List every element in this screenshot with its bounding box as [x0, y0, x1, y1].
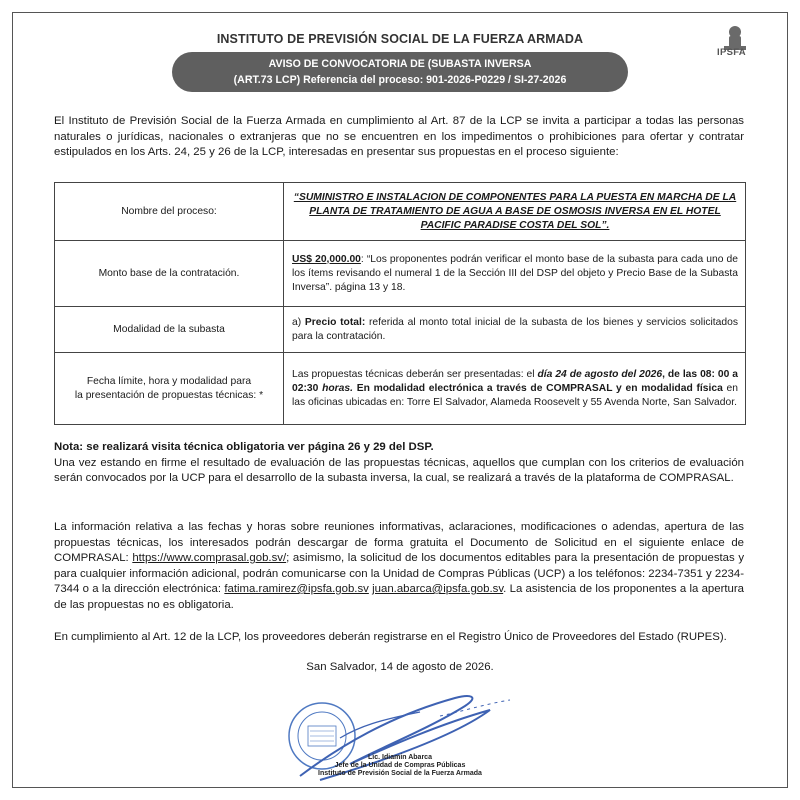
info-text-1: La información relativa a las fechas y horas sobre reuniones informativas, aclaraciones, modificaciones o adendas, apertura de las propuestas técnicas, los interesados podrán descargar de forma gratuita el Documento de Solicitud en el siguiente enlace de COMPRASAL:: [54, 521, 744, 564]
email-link-2[interactable]: juan.abarca@ipsfa.gob.sv: [372, 583, 504, 595]
deadline-address: en las oficinas ubicadas en: Torre El Salvador, Alameda Roosevelt y 55 Avenda Norte, San Salvador.: [292, 382, 738, 408]
deadline-label-line-2: la presentación de propuestas técnicas: *: [74, 389, 264, 401]
process-table: [54, 182, 746, 425]
rupes-paragraph: En cumplimiento al Art. 12 de la LCP, los proveedores deberán registrarse en el Registro Único de Proveedores del Estado (RUPES).: [54, 631, 727, 643]
info-text-2: ; asimismo, la solicitud de los documentos editables para la presentación de propuestas y para cualquier información adicional, podrán comunicarse con la Unidad de Compras Públicas (UCP) a los teléfonos: 2234-7351 y 2234-7344 o a la dirección electrónica:: [54, 552, 745, 595]
table-row: [55, 183, 746, 241]
deadline-modality: En modalidad electrónica a través de COMPRASAL y en modalidad física: [352, 382, 723, 394]
comprasal-link[interactable]: https://www.comprasal.gob.sv/: [132, 552, 287, 564]
info-text-3: . La asistencia de los proponentes a la apertura de las propuestas no es obligatoria.: [54, 583, 745, 611]
email-link-1[interactable]: fatima.ramirez@ipsfa.gob.sv: [224, 583, 369, 595]
logo-text: IPSFA: [717, 47, 746, 58]
signature-block: [300, 754, 500, 779]
deadline-date: día 24 de agosto del 2026: [537, 368, 663, 380]
banner-line-2: (ART.73 LCP) Referencia del proceso: 901-2026-P0229 / SI-27-2026: [233, 74, 567, 86]
base-amount: US$ 20,000.00: [292, 253, 361, 265]
info-paragraph: [54, 520, 744, 613]
deadline-text-1: Las propuestas técnicas deberán ser presentadas: el: [292, 368, 538, 380]
place-date: San Salvador, 14 de agosto de 2026.: [306, 661, 494, 673]
notice-banner: [172, 52, 628, 92]
note-bold: Nota: se realizará visita técnica obligatoria ver página 26 y 29 del DSP.: [54, 441, 434, 453]
base-amount-value: [284, 241, 746, 307]
process-name-label: Nombre del proceso:: [55, 183, 284, 241]
intro-paragraph: El Instituto de Previsión Social de la Fuerza Armada en cumplimiento al Art. 87 de la LCP se invita a participar a todas las personas naturales o jurídicas, nacionales o extranjeras que no se encuentren en los impedimentos o prohibiciones para ofertar y contratar estipulados en los Arts. 24, 25 y 26 de la LCP, interesadas en presentar sus propuestas en el proceso siguiente:: [54, 115, 744, 158]
deadline-hours: , de las 08: 00 a 02:30: [292, 368, 739, 394]
table-row: [55, 307, 746, 353]
process-name-value: “SUMINISTRO E INSTALACION DE COMPONENTES PARA LA PUESTA EN MARCHA DE LA PLANTA DE TRATAMIENTO DE AGUA A BASE DE OSMOSIS INVERSA EN EL HOTEL PACIFIC PARADISE COSTA DEL SOL”.: [284, 183, 746, 241]
auction-mode-label: Modalidad de la subasta: [55, 307, 284, 353]
deadline-label: [55, 353, 284, 425]
table-row: [55, 353, 746, 425]
auction-mode-text: referida al monto total inicial de la subasta de los bienes y servicios solicitados para la contratación.: [292, 316, 738, 342]
base-amount-label: Monto base de la contratación.: [55, 241, 284, 307]
deadline-label-line-1: Fecha límite, hora y modalidad para: [86, 375, 252, 387]
note-paragraph: [54, 440, 744, 487]
signer-name: Lic. Idiamin Abarca: [368, 754, 432, 761]
auction-mode-prefix: a): [292, 316, 305, 328]
auction-mode-bold: Precio total:: [304, 316, 366, 328]
note-text: Una vez estando en firme el resultado de evaluación de las propuestas técnicas, aquellos que cumplan con los criterios de evaluación serán convocados por la UCP para el desarrollo de la subasta inversa, la cual, se realizará a través de la plataforma de COMPRASAL.: [54, 456, 744, 484]
auction-mode-value: [284, 307, 746, 353]
deadline-value: [284, 353, 746, 425]
institution-title: INSTITUTO DE PREVISIÓN SOCIAL DE LA FUERZA ARMADA: [216, 32, 584, 46]
signer-role: Jefe de la Unidad de Compras Públicas: [334, 762, 466, 770]
deadline-hours-word: horas.: [322, 382, 353, 394]
banner-line-1: AVISO DE CONVOCATORIA DE (SUBASTA INVERSA: [268, 58, 532, 70]
signer-institution: Instituto de Previsión Social de la Fuerza Armada: [318, 770, 482, 778]
base-amount-text: : “Los proponentes podrán verificar el monto base de la subasta para cada uno de los ítems revisando el numeral 1 de la Sección III del DSP del objeto y Precio Base de la Subasta Inversa”. página 13 y 18.: [292, 253, 738, 293]
table-row: [55, 241, 746, 307]
